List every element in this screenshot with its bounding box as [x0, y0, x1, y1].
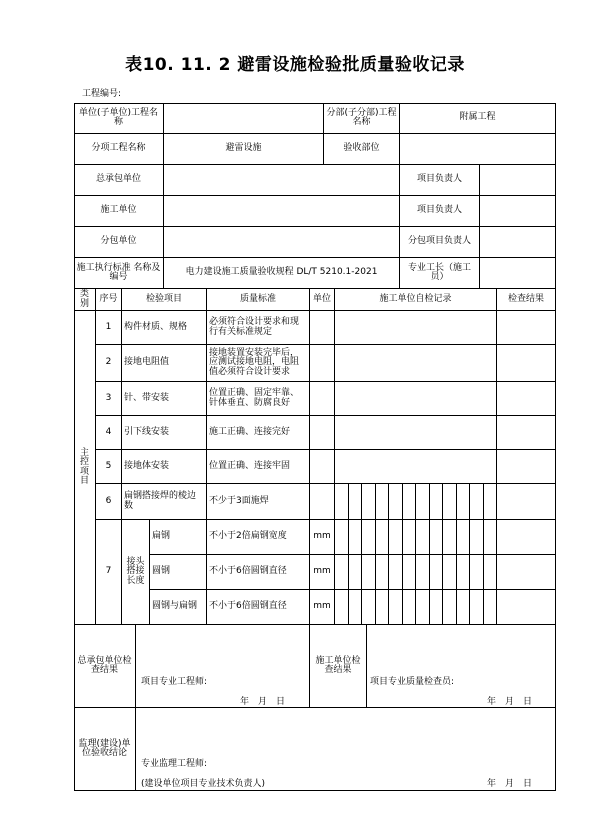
self-check-cell[interactable]: [484, 520, 497, 555]
self-check-cell[interactable]: [362, 590, 376, 625]
row-self-check[interactable]: [335, 311, 497, 345]
self-check-cell[interactable]: [443, 484, 457, 520]
row-no: 4: [96, 416, 122, 450]
self-check-cell[interactable]: [457, 520, 470, 555]
row7-sub-standard: 不小于2倍扁钢宽度: [207, 520, 310, 555]
owner-tech-label: (建设单位项目专业技术负责人): [141, 779, 266, 789]
self-check-cell[interactable]: [403, 520, 416, 555]
self-check-cell[interactable]: [430, 520, 443, 555]
construction-unit-value[interactable]: [164, 196, 400, 227]
row-result[interactable]: [497, 484, 556, 520]
row-item: 针、带安装: [122, 382, 207, 416]
self-check-cell[interactable]: [443, 555, 457, 590]
item-project-label: 分项工程名称: [74, 134, 164, 165]
col-result: 检查结果: [497, 289, 556, 311]
row7-sub-standard: 不小于6倍圆钢直径: [207, 590, 310, 625]
self-check-cell[interactable]: [376, 555, 389, 590]
self-check-cell[interactable]: [416, 590, 430, 625]
sub-project-manager-value[interactable]: [480, 227, 556, 258]
self-check-cell[interactable]: [376, 590, 389, 625]
col-self-check: 施工单位自检记录: [335, 289, 497, 311]
self-check-cell[interactable]: [457, 590, 470, 625]
self-check-cell[interactable]: [362, 520, 376, 555]
self-check-cell[interactable]: [389, 590, 403, 625]
row-result[interactable]: [497, 345, 556, 382]
supervision-label: 监理(建设)单位验收结论: [74, 708, 136, 791]
self-check-cell[interactable]: [430, 484, 443, 520]
form-title: 表10. 11. 2 避雷设施检验批质量验收记录: [125, 55, 465, 75]
project-manager-label: 项目负责人: [400, 165, 480, 196]
row-result[interactable]: [497, 416, 556, 450]
row-self-check[interactable]: [335, 345, 497, 382]
self-check-cell[interactable]: [335, 520, 349, 555]
supervision-engineer-label: 专业监理工程师:: [141, 759, 208, 769]
row-unit: [310, 450, 335, 484]
row-no: 3: [96, 382, 122, 416]
row7-sub-item: 扁钢: [150, 520, 207, 555]
self-check-cell[interactable]: [484, 555, 497, 590]
self-check-cell[interactable]: [457, 484, 470, 520]
self-check-cell[interactable]: [430, 590, 443, 625]
self-check-cell[interactable]: [335, 484, 349, 520]
row-self-check[interactable]: [335, 382, 497, 416]
row7-sub-result[interactable]: [497, 590, 556, 625]
row-result[interactable]: [497, 382, 556, 416]
self-check-cell[interactable]: [416, 555, 430, 590]
self-check-cell[interactable]: [389, 484, 403, 520]
subcontractor-value[interactable]: [164, 227, 400, 258]
self-check-cell[interactable]: [335, 590, 349, 625]
row-result[interactable]: [497, 311, 556, 345]
row-item: 引下线安装: [122, 416, 207, 450]
main-control-label: 主控项目: [74, 311, 96, 625]
self-check-cell[interactable]: [362, 555, 376, 590]
foreman-value[interactable]: [480, 258, 556, 289]
general-contractor-label: 总承包单位: [74, 165, 164, 196]
row-no: 2: [96, 345, 122, 382]
row-unit: [310, 416, 335, 450]
row-standard: 位置正确、连接牢固: [207, 450, 310, 484]
supervision-date: 年 月 日: [487, 779, 533, 789]
construction-date: 年 月 日: [487, 697, 533, 707]
unit-project-label: 单位(子单位)工程名称: [74, 103, 164, 134]
self-check-cell[interactable]: [376, 520, 389, 555]
row-standard: 不少于3面施焊: [207, 484, 310, 520]
row-item: 接地电阻值: [122, 345, 207, 382]
col-seq: 序号: [96, 289, 122, 311]
project-manager-label-2: 项目负责人: [400, 196, 480, 227]
general-contractor-value[interactable]: [164, 165, 400, 196]
row7-sub-result[interactable]: [497, 555, 556, 590]
row-unit: [310, 382, 335, 416]
row-7-group: 接头搭接长度: [122, 520, 150, 625]
standard-label: 施工执行标准 名称及编号: [74, 258, 164, 289]
self-check-cell[interactable]: [443, 590, 457, 625]
row-item: 扁钢搭接焊的棱边数: [122, 484, 207, 520]
row-self-check[interactable]: [335, 416, 497, 450]
project-manager-value-2[interactable]: [480, 196, 556, 227]
sub-project-manager-label: 分包项目负责人: [400, 227, 480, 258]
contractor-date: 年 月 日: [240, 697, 286, 707]
self-check-cell[interactable]: [484, 484, 497, 520]
self-check-cell[interactable]: [430, 555, 443, 590]
unit-project-value[interactable]: [164, 103, 324, 134]
row-unit: [310, 311, 335, 345]
row-item: 接地体安装: [122, 450, 207, 484]
col-unit: 单位: [310, 289, 335, 311]
contractor-conclusion-label: 总承包单位检查结果: [74, 625, 136, 708]
row7-sub-unit: mm: [310, 590, 335, 625]
self-check-cell[interactable]: [416, 520, 430, 555]
project-manager-value[interactable]: [480, 165, 556, 196]
acceptance-part-label: 验收部位: [324, 134, 400, 165]
row7-sub-item: 圆钢与扁钢: [150, 590, 207, 625]
self-check-cell[interactable]: [349, 555, 362, 590]
row-standard: 接地装置安装完毕后，应测试接地电阻，电阻值必须符合设计要求: [207, 345, 310, 382]
self-check-cell[interactable]: [403, 484, 416, 520]
row-unit: [310, 484, 335, 520]
self-check-cell[interactable]: [362, 484, 376, 520]
foreman-label: 专业工长（施工员）: [400, 258, 480, 289]
row-self-check[interactable]: [335, 450, 497, 484]
row7-sub-unit: mm: [310, 555, 335, 590]
self-check-cell[interactable]: [416, 484, 430, 520]
row-item: 构件材质、规格: [122, 311, 207, 345]
row-no: 5: [96, 450, 122, 484]
row7-sub-item: 圆钢: [150, 555, 207, 590]
self-check-cell[interactable]: [470, 590, 484, 625]
row-7-no: 7: [96, 520, 122, 625]
row7-sub-result[interactable]: [497, 520, 556, 555]
item-project-value: 避雷设施: [164, 134, 324, 165]
construction-conclusion-label: 施工单位检查结果: [310, 625, 367, 708]
row-result[interactable]: [497, 450, 556, 484]
self-check-cell[interactable]: [470, 520, 484, 555]
self-check-cell[interactable]: [443, 520, 457, 555]
contractor-engineer-label: 项目专业工程师:: [141, 677, 208, 687]
self-check-cell[interactable]: [335, 555, 349, 590]
self-check-cell[interactable]: [389, 555, 403, 590]
row-no: 1: [96, 311, 122, 345]
subcontractor-label: 分包单位: [74, 227, 164, 258]
col-standard: 质量标准: [207, 289, 310, 311]
row-standard: 必须符合设计要求和现行有关标准规定: [207, 311, 310, 345]
col-category: 类别: [74, 289, 96, 311]
self-check-cell[interactable]: [376, 484, 389, 520]
self-check-cell[interactable]: [349, 520, 362, 555]
row-unit: [310, 345, 335, 382]
self-check-cell[interactable]: [349, 590, 362, 625]
quality-inspector-label: 项目专业质量检查员:: [370, 677, 455, 687]
row-standard: 位置正确、固定牢靠、针体垂直、防腐良好: [207, 382, 310, 416]
project-no-label: 工程编号:: [82, 89, 122, 99]
row7-sub-unit: mm: [310, 520, 335, 555]
self-check-cell[interactable]: [470, 555, 484, 590]
row-standard: 施工正确、连接完好: [207, 416, 310, 450]
col-item: 检验项目: [122, 289, 207, 311]
standard-value: 电力建设施工质量验收规程 DL/T 5210.1-2021: [164, 258, 400, 289]
self-check-cell[interactable]: [403, 590, 416, 625]
self-check-cell[interactable]: [349, 484, 362, 520]
self-check-cell[interactable]: [484, 590, 497, 625]
row7-sub-standard: 不小于6倍圆钢直径: [207, 555, 310, 590]
self-check-cell[interactable]: [470, 484, 484, 520]
construction-unit-label: 施工单位: [74, 196, 164, 227]
self-check-cell[interactable]: [403, 555, 416, 590]
sub-project-label: 分部(子分部)工程名称: [324, 103, 400, 134]
row-no: 6: [96, 484, 122, 520]
sub-project-value: 附属工程: [400, 103, 556, 134]
self-check-cell[interactable]: [389, 520, 403, 555]
self-check-cell[interactable]: [457, 555, 470, 590]
acceptance-part-value[interactable]: [400, 134, 556, 165]
